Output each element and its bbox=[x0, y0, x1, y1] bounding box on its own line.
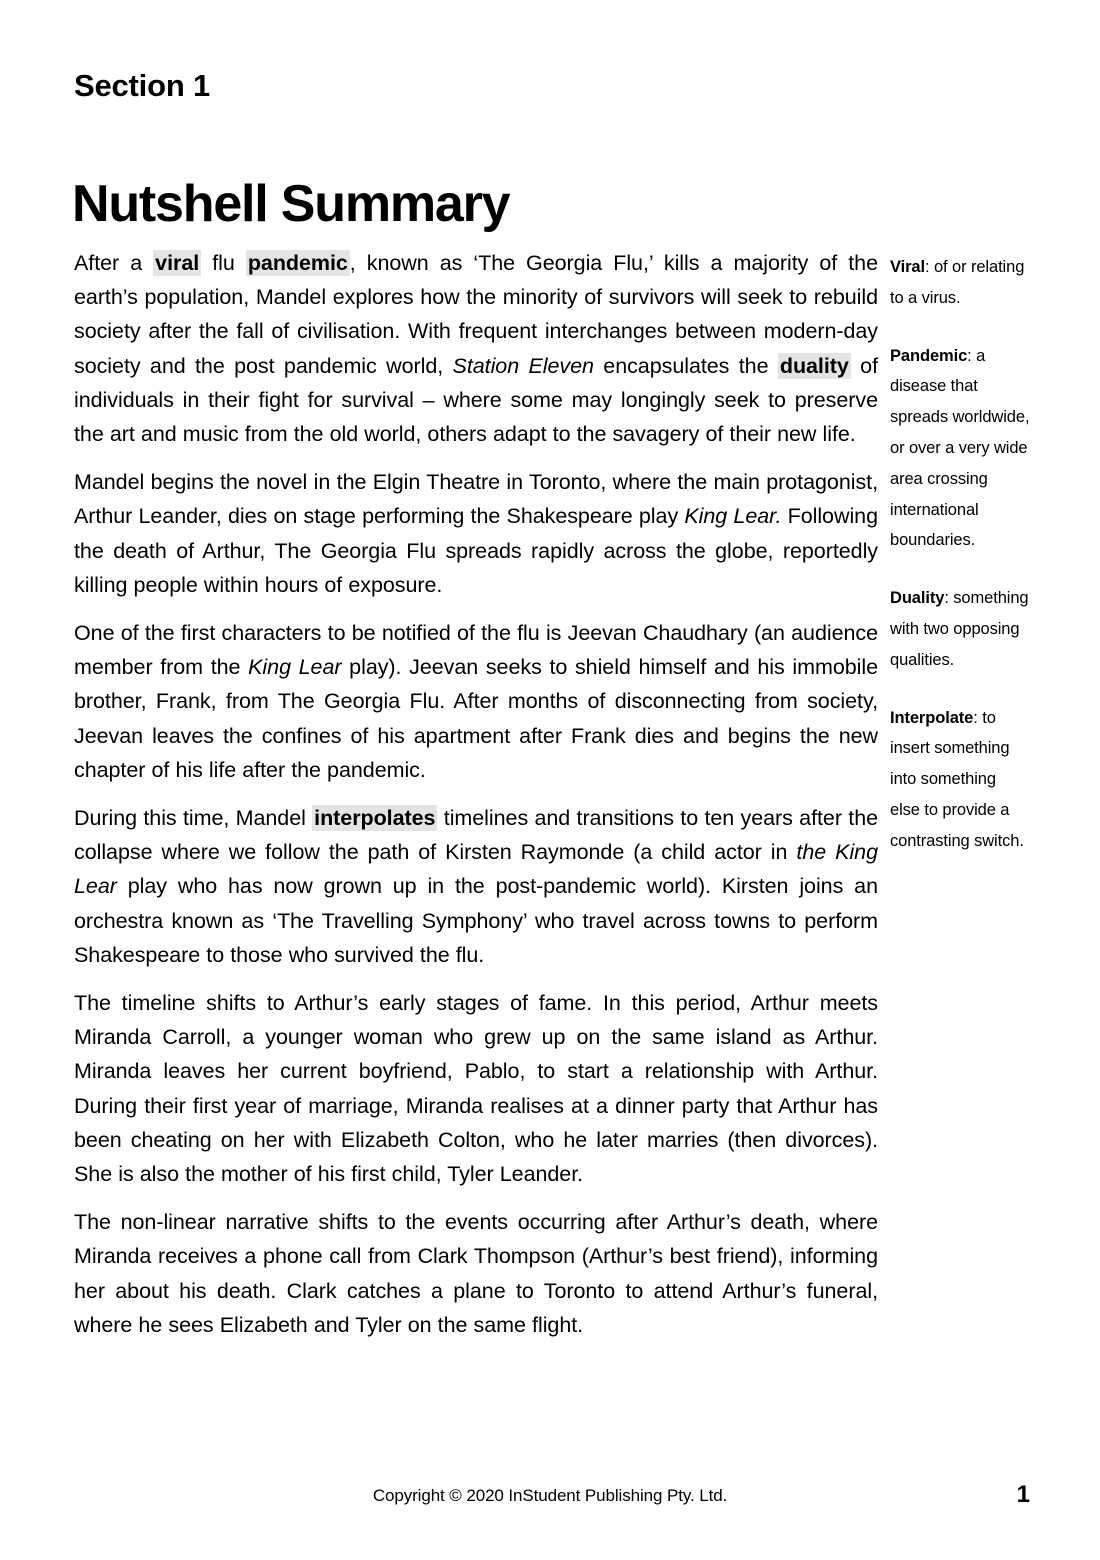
highlighted-term: interpolates bbox=[314, 806, 436, 831]
glossary-term: Pandemic bbox=[890, 346, 968, 365]
glossary-colon: : bbox=[924, 258, 930, 276]
glossary-definition: to insert something into something else to provide a contrasting switch. bbox=[890, 708, 1024, 850]
text-run: timelines and transitions to ten years after the collapse where we follow the path of Kirsten Raymonde (a child actor in bbox=[74, 806, 879, 865]
text-run: The timeline shifts to Arthur’s early stages of fame. In this period, Arthur meets Miranda Carroll, a younger woman who grew up on the same island as Arthur. Miranda leaves her current boyfriend, Pablo, to start a relationship with Arthur. During their first year of marriage, Miranda realises at a dinner party that Arthur has been cheating on her with Elizabeth Colton, who he later marries (then divorces). She is also the mother of his first child, Tyler Leander. bbox=[74, 991, 878, 1187]
body-text-column bbox=[74, 246, 878, 1342]
body-paragraph bbox=[74, 465, 878, 602]
glossary-entry bbox=[890, 583, 1030, 675]
footer-page-number: 1 bbox=[1016, 1481, 1030, 1508]
italic-title: King Lear. bbox=[684, 504, 782, 529]
glossary-term: Interpolate bbox=[890, 708, 974, 727]
text-run: flu bbox=[201, 251, 246, 275]
text-run: , known as ‘The Georgia Flu,’ kills a majority of the earth’s population, Mandel explores how the minority of survivors will seek to rebuild society after the fall of civilisation. With frequent interchanges between modern-day society and the post pandemic world, bbox=[74, 251, 878, 378]
glossary-term: Duality bbox=[890, 589, 945, 608]
glossary-colon: : bbox=[944, 589, 949, 608]
body-paragraph bbox=[74, 1205, 878, 1342]
text-run: play who has now grown up in the post-pandemic world). Kirsten joins an orchestra known as ‘The Travelling Symphony’ who travel across towns to perform Shakespeare to those who survived the flu. bbox=[74, 874, 878, 967]
body-paragraph bbox=[74, 986, 878, 1191]
page-footer bbox=[0, 1481, 1100, 1518]
highlighted-term: duality bbox=[779, 353, 849, 378]
glossary-term: Viral bbox=[890, 258, 925, 276]
glossary-colon: : bbox=[973, 708, 978, 727]
italic-title: the King Lear bbox=[74, 840, 878, 899]
glossary-entry bbox=[890, 703, 1030, 857]
body-paragraph bbox=[74, 246, 878, 451]
section-label: Section 1 bbox=[74, 68, 211, 103]
italic-title: King Lear bbox=[248, 655, 342, 680]
highlighted-term: viral bbox=[155, 251, 200, 275]
body-paragraph bbox=[74, 801, 878, 972]
page-title: Nutshell Summary bbox=[72, 174, 510, 233]
text-run: of individuals in their fight for survival – where some may longingly seek to preserve the art and music from the old world, others adapt to the savagery of their new life. bbox=[74, 353, 878, 447]
highlighted-term: pandemic bbox=[247, 251, 348, 275]
text-run: During this time, Mandel bbox=[74, 806, 313, 831]
glossary-definition: a disease that spreads worldwide, or over a very wide area crossing international boundaries. bbox=[890, 346, 1030, 550]
footer-copyright: Copyright © 2020 InStudent Publishing Pty. Ltd. bbox=[372, 1486, 728, 1505]
glossary-entry bbox=[890, 341, 1030, 557]
text-run: encapsulates the bbox=[593, 353, 778, 378]
glossary-entry bbox=[890, 252, 1030, 314]
glossary-sidebar bbox=[890, 252, 1030, 857]
text-run: Following the death of Arthur, The Georgia Flu spreads rapidly across the globe, reportedly killing people within hours of exposure. bbox=[74, 504, 878, 597]
text-run: The non-linear narrative shifts to the events occurring after Arthur’s death, where Miranda receives a phone call from Clark Thompson (Arthur’s best friend), informing her about his death. Clark catches a plane to Toronto to attend Arthur’s funeral, where he sees Elizabeth and Tyler on the same flight. bbox=[74, 1210, 878, 1337]
text-run: One of the first characters to be notified of the flu is Jeevan Chaudhary (an audience member from the bbox=[74, 621, 878, 680]
body-paragraph bbox=[74, 616, 878, 787]
glossary-definition: of or relating to a virus. bbox=[890, 258, 1025, 307]
glossary-definition: something with two opposing qualities. bbox=[890, 589, 1029, 669]
text-run: After a bbox=[74, 251, 154, 275]
italic-title: Station Eleven bbox=[452, 353, 594, 378]
text-run: play). Jeevan seeks to shield himself and his immobile brother, Frank, from The Georgia Flu. After months of disconnecting from society, Jeevan leaves the confines of his apartment after Frank dies and begins the new chapter of his life after the pandemic. bbox=[74, 655, 878, 782]
glossary-colon: : bbox=[967, 346, 972, 365]
text-run: Mandel begins the novel in the Elgin Theatre in Toronto, where the main protagonist, Arthur Leander, dies on stage performing the Shakespeare play bbox=[74, 470, 878, 529]
